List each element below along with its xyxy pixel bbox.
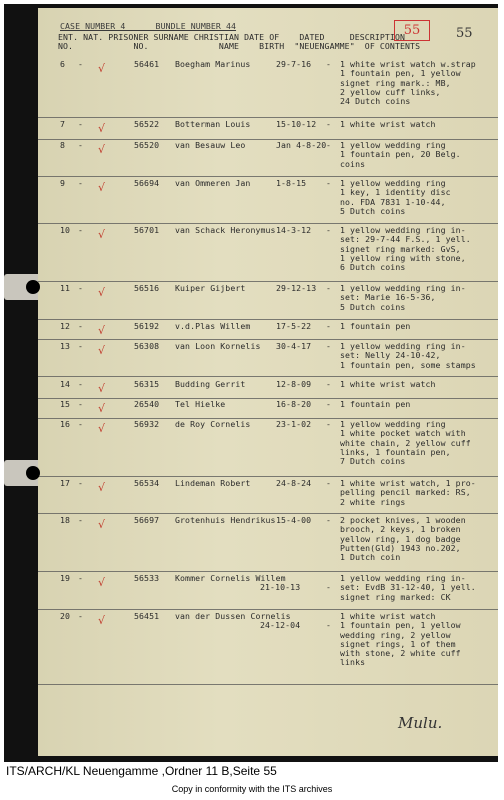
entry-number: 12 — [60, 321, 71, 331]
row-dash: - — [78, 283, 84, 293]
page-number-corner: 55 — [456, 26, 473, 41]
row-dash: - — [78, 419, 84, 429]
checkmark-icon: √ — [98, 344, 106, 357]
prisoner-number: 56697 — [134, 515, 160, 525]
checkmark-icon: √ — [98, 481, 106, 494]
prisoner-name: v.d.Plas Willem — [175, 321, 251, 331]
dated-dash: - — [326, 283, 332, 293]
prisoner-name: Lindeman Robert — [175, 478, 251, 488]
contents-description: 1 fountain pen — [340, 321, 411, 331]
checkmark-icon: √ — [98, 576, 106, 589]
row-dash: - — [78, 573, 84, 583]
checkmark-icon: √ — [98, 422, 106, 435]
birth-date: 12-8-09 — [276, 379, 312, 389]
row-dash: - — [78, 140, 84, 150]
birth-date: 23-1-02 — [276, 419, 312, 429]
entry-number: 18 — [60, 515, 71, 525]
prisoner-number: 56520 — [134, 140, 160, 150]
dated-dash: - — [326, 59, 332, 69]
prisoner-number: 56461 — [134, 59, 160, 69]
prisoner-number: 56694 — [134, 178, 160, 188]
entry-number: 14 — [60, 379, 71, 389]
entry-number: 15 — [60, 399, 71, 409]
row-dash: - — [78, 119, 84, 129]
contents-description: 1 white wrist watch — [340, 119, 436, 129]
row-dash: - — [78, 515, 84, 525]
contents-description: 1 yellow wedding ring in- set: EvdB 31-12-40, 1 yell. signet ring marked: CK — [340, 573, 476, 602]
entry-number: 20 — [60, 611, 71, 621]
checkmark-icon: √ — [98, 181, 106, 194]
row-divider — [38, 398, 498, 399]
entry-number: 19 — [60, 573, 71, 583]
dated-dash: - — [326, 379, 332, 389]
birth-date: 21-10-13 — [260, 582, 301, 592]
dated-dash: - — [326, 341, 332, 351]
entry-number: 17 — [60, 478, 71, 488]
prisoner-name: Tel Hielke — [175, 399, 226, 409]
prisoner-name: Boegham Marinus — [175, 59, 251, 69]
row-dash: - — [78, 178, 84, 188]
prisoner-name: van der Dussen Cornelis — [175, 611, 291, 621]
contents-description: 1 white wrist watch, 1 pro- pelling pencil marked: RS, 2 white rings — [340, 478, 476, 507]
prisoner-number: 56192 — [134, 321, 160, 331]
contents-description: 1 white wrist watch 1 fountain pen, 1 yellow wedding ring, 2 yellow signet rings, 1 of them with stone, 2 white cuff links — [340, 611, 461, 668]
entry-number: 11 — [60, 283, 71, 293]
checkmark-icon: √ — [98, 122, 106, 135]
page-number-stamp: 55 — [394, 20, 430, 41]
row-dash: - — [78, 225, 84, 235]
contents-description: 1 yellow wedding ring 1 fountain pen, 20 Belg. coins — [340, 140, 461, 169]
row-dash: - — [78, 321, 84, 331]
entry-number: 16 — [60, 419, 71, 429]
dated-dash: - — [326, 620, 332, 630]
birth-date: 1-8-15 — [276, 178, 307, 188]
row-dash: - — [78, 379, 84, 389]
prisoner-number: 56516 — [134, 283, 160, 293]
prisoner-name: van Besauw Leo — [175, 140, 246, 150]
row-divider — [38, 117, 498, 118]
entry-number: 6 — [60, 59, 66, 69]
entry-number: 8 — [60, 140, 66, 150]
dated-dash: - — [326, 478, 332, 488]
prisoner-number: 56932 — [134, 419, 160, 429]
prisoner-number: 56533 — [134, 573, 160, 583]
birth-date: 16-8-20 — [276, 399, 312, 409]
birth-date: 15-4-00 — [276, 515, 312, 525]
prisoner-name: Budding Gerrit — [175, 379, 246, 389]
row-divider — [38, 476, 498, 477]
checkmark-icon: √ — [98, 143, 106, 156]
row-dash: - — [78, 341, 84, 351]
checkmark-icon: √ — [98, 228, 106, 241]
birth-date: 15-10-12 — [276, 119, 317, 129]
contents-description: 1 yellow wedding ring in- set: 29-7-44 F.S., 1 yell. signet ring marked: GvS, 1 yellow ring with stone, 6 Dutch coins — [340, 225, 471, 273]
case-bundle-header: CASE NUMBER 4 BUNDLE NUMBER 44 — [60, 21, 237, 31]
checkmark-icon: √ — [98, 518, 106, 531]
prisoner-number: 56315 — [134, 379, 160, 389]
checkmark-icon: √ — [98, 324, 106, 337]
prisoner-name: de Roy Cornelis — [175, 419, 251, 429]
birth-date: 29-7-16 — [276, 59, 312, 69]
row-divider — [38, 684, 498, 685]
checkmark-icon: √ — [98, 614, 106, 627]
dated-dash: - — [326, 225, 332, 235]
contents-description: 1 white wrist watch w.strap 1 fountain pen, 1 yellow signet ring mark.: MB, 2 yellow cuff links, 24 Dutch coins — [340, 59, 476, 107]
dated-dash: - — [326, 399, 332, 409]
checkmark-icon: √ — [98, 62, 106, 75]
row-dash: - — [78, 611, 84, 621]
row-divider — [38, 281, 498, 282]
prisoner-number: 56534 — [134, 478, 160, 488]
row-divider — [38, 223, 498, 224]
birth-date: Jan 4-8-20 — [276, 140, 327, 150]
entry-number: 10 — [60, 225, 71, 235]
row-divider — [38, 571, 498, 572]
prisoner-number: 56522 — [134, 119, 160, 129]
prisoner-name: Kuiper Gijbert — [175, 283, 246, 293]
row-divider — [38, 176, 498, 177]
dated-dash: - — [326, 119, 332, 129]
dated-dash: - — [326, 515, 332, 525]
prisoner-name: Kommer Cornelis Willem — [175, 573, 286, 583]
birth-date: 30-4-17 — [276, 341, 312, 351]
prisoner-name: van Ommeren Jan — [175, 178, 251, 188]
prisoner-number: 56701 — [134, 225, 160, 235]
birth-date: 24-12-04 — [260, 620, 301, 630]
contents-description: 1 yellow wedding ring in- set: Marie 16-5-36, 5 Dutch coins — [340, 283, 466, 312]
copy-note: Copy in conformity with the ITS archives — [171, 784, 333, 794]
row-divider — [38, 319, 498, 320]
checkmark-icon: √ — [98, 286, 106, 299]
row-divider — [38, 609, 498, 610]
column-header-line2: NO. NO. NAME BIRTH "NEUENGAMME" OF CONTENTS — [58, 41, 421, 51]
prisoner-number: 56308 — [134, 341, 160, 351]
column-header-line1: ENT. NAT. PRISONER SURNAME CHRISTIAN DATE OF DATED DESCRIPTION — [58, 32, 406, 42]
dated-dash: - — [326, 178, 332, 188]
entry-number: 13 — [60, 341, 71, 351]
birth-date: 29-12-13 — [276, 283, 317, 293]
row-dash: - — [78, 59, 84, 69]
row-dash: - — [78, 399, 84, 409]
prisoner-name: Botterman Louis — [175, 119, 251, 129]
document-page — [38, 8, 498, 756]
punch-hole-bottom — [26, 466, 40, 480]
prisoner-number: 26540 — [134, 399, 160, 409]
entry-number: 7 — [60, 119, 66, 129]
contents-description: 1 fountain pen — [340, 399, 411, 409]
birth-date: 24-8-24 — [276, 478, 312, 488]
signature: Mulu. — [398, 714, 443, 732]
contents-description: 1 white wrist watch — [340, 379, 436, 389]
row-dash: - — [78, 478, 84, 488]
punch-hole-top — [26, 280, 40, 294]
dated-dash: - — [326, 321, 332, 331]
dated-dash: - — [326, 140, 332, 150]
contents-description: 1 yellow wedding ring 1 white pocket watch with white chain, 2 yellow cuff links, 1 fountain pen, 7 Dutch coins — [340, 419, 471, 467]
prisoner-number: 56451 — [134, 611, 160, 621]
birth-date: 14-3-12 — [276, 225, 312, 235]
contents-description: 1 yellow wedding ring in- set: Nelly 24-10-42, 1 fountain pen, some stamps — [340, 341, 476, 370]
prisoner-name: van Loon Kornelis — [175, 341, 261, 351]
row-divider — [38, 376, 498, 377]
prisoner-name: van Schack Heronymus — [175, 225, 276, 235]
entry-number: 9 — [60, 178, 66, 188]
birth-date: 17-5-22 — [276, 321, 312, 331]
checkmark-icon: √ — [98, 402, 106, 415]
row-divider — [38, 339, 498, 340]
prisoner-name: Grotenhuis Hendrikus — [175, 515, 276, 525]
checkmark-icon: √ — [98, 382, 106, 395]
archive-reference: ITS/ARCH/KL Neuengamme ,Ordner 11 B,Seite 55 — [6, 764, 277, 778]
contents-description: 1 yellow wedding ring 1 key, 1 identity disc no. FDA 7831 1-10-44, 5 Dutch coins — [340, 178, 451, 216]
dated-dash: - — [326, 582, 332, 592]
dated-dash: - — [326, 419, 332, 429]
row-divider — [38, 513, 498, 514]
contents-description: 2 pocket knives, 1 wooden brooch, 2 keys, 1 broken yellow ring, 1 dog badge Putten(Gld) 1943 no.202, 1 Dutch coin — [340, 515, 466, 563]
